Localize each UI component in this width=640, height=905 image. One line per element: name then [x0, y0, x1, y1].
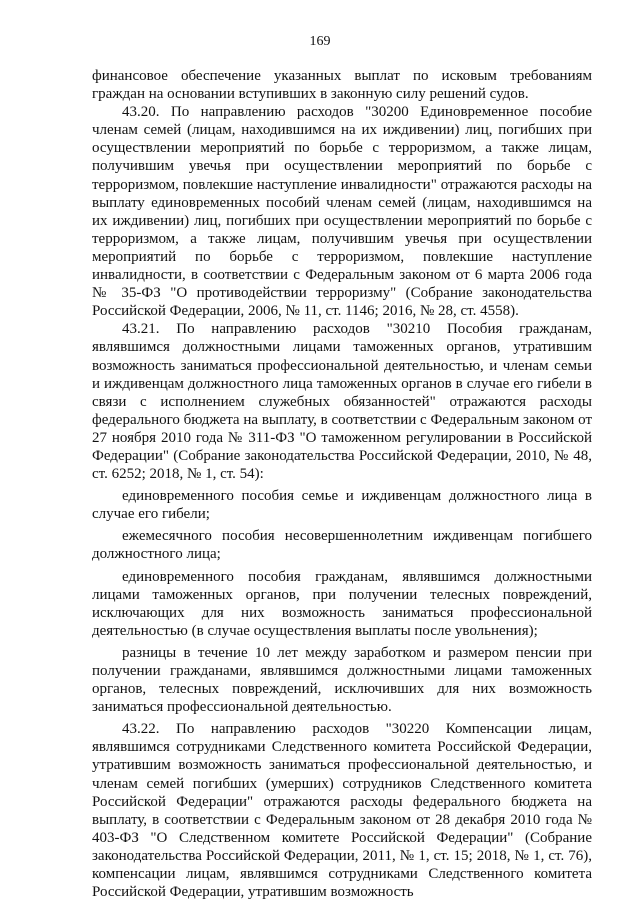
list-item-monthly-allowance-minors: ежемесячного пособия несовершеннолетним иждивенцам погибшего должностного лица; [92, 528, 592, 563]
list-item-salary-pension-difference: разницы в течение 10 лет между заработком и размером пенсии при получении гражданами, являвшимся должностными лицами таможенных органов, телесных повреждений, исключивших для них возможность заниматься профессиональной деятельностью. [92, 644, 592, 716]
paragraph-43-21: 43.21. По направлению расходов "30210 Пособия гражданам, являвшимся должностными лицами таможенных органов, утратившим возможность заниматься профессиональной деятельностью, и членам семьи и иждивенцам должностного лица таможенных органов в случае его гибели в связи с исполнением служебных обязанностей" отражаются расходы федерального бюджета на выплату, в соответствии с Федеральным законом от 27 ноября 2010 года № 311-ФЗ "О таможенном регулировании в Российской Федерации" (Собрание законодательства Российской Федерации, 2010, № 48, ст. 6252; 2018, № 1, ст. 54): [92, 321, 592, 483]
list-item-one-time-family-allowance: единовременного пособия семье и иждивенцам должностного лица в случае его гибели; [92, 488, 592, 523]
paragraph-continuation: финансовое обеспечение указанных выплат по исковым требованиям граждан на основании вступивших в законную силу решений судов. [92, 68, 592, 103]
page-number: 169 [309, 34, 331, 49]
paragraph-43-22: 43.22. По направлению расходов "30220 Компенсации лицам, являвшимся сотрудниками Следственного комитета Российской Федерации, утратившим возможность заниматься профессиональной деятельностью, и членам семей погибших (умерших) сотрудников Следственного комитета Российской Федерации" отражаются расходы федерального бюджета на выплату, в соответствии с Федеральным законом от 28 декабря 2010 года № 403-ФЗ "О Следственном комитете Российской Федерации" (Собрание законодательства Российской Федерации, 2011, № 1, ст. 15; 2018, № 1, ст. 76), компенсации лицам, являвшимся сотрудниками Следственного комитета Российской Федерации, утратившим возможность [92, 721, 592, 901]
list-item-one-time-allowance-injury: единовременного пособия гражданам, являвшимся должностными лицами таможенных органов, при получении телесных повреждений, исключающих для них возможность заниматься профессиональной деятельностью (в случае осуществления выплаты после увольнения); [92, 568, 592, 639]
paragraph-43-20: 43.20. По направлению расходов "30200 Единовременное пособие членам семей (лицам, находившимся на их иждивении) лиц, погибших при осуществлении мероприятий по борьбе с терроризмом, а также лицам, получившим увечья при осуществлении мероприятий по борьбе с терроризмом, повлекшие наступление инвалидности" отражаются расходы на выплату единовременных пособий членам семей (лицам, находившимся на их иждивении) лиц, погибших при осуществлении мероприятий по борьбе с терроризмом, а также лицам, получившим увечья при осуществлении мероприятий по борьбе с терроризмом, повлекшие наступление инвалидности, в соответствии с Федеральным законом от 6 марта 2006 года № 35-ФЗ "О противодействии терроризму" (Собрание законодательства Российской Федерации, 2006, № 11, ст. 1146; 2016, № 28, ст. 4558). [92, 104, 592, 320]
document-body [92, 67, 592, 901]
